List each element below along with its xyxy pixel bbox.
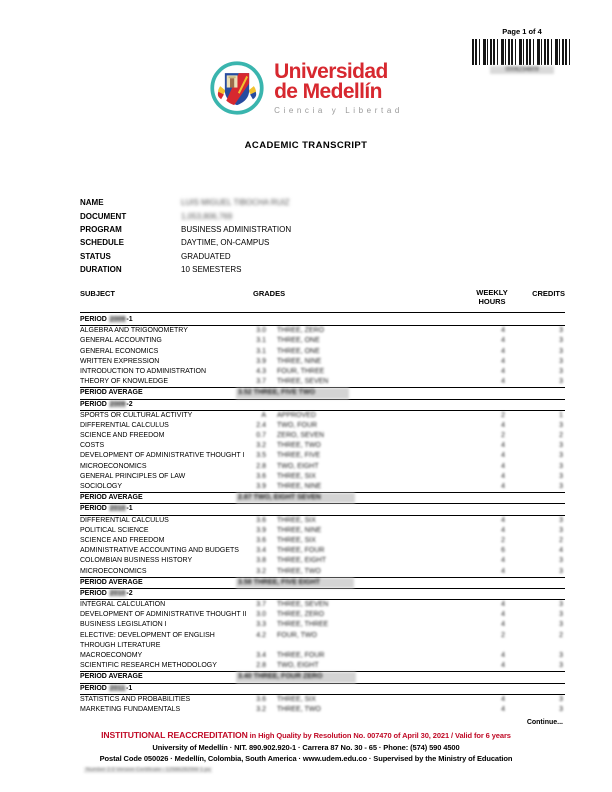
- grade-words: THREE, EIGHT: [277, 557, 327, 565]
- subject-row: [80, 441, 565, 451]
- period-year: 2011: [109, 684, 125, 692]
- period-term: -1: [125, 684, 133, 692]
- subject-row: [80, 472, 565, 482]
- period-name: [80, 315, 133, 325]
- credits: 3: [559, 483, 563, 490]
- column-header-credits: CREDITS: [532, 289, 565, 298]
- subject-name: COLOMBIAN BUSINESS HISTORY: [80, 557, 193, 565]
- subject-row: [80, 326, 565, 336]
- subject-name-line2: THROUGH LITERATURE: [80, 641, 161, 649]
- grade-words: FOUR, THREE: [277, 367, 325, 375]
- grade-number: 3.6: [256, 695, 266, 703]
- subject-row: [80, 421, 565, 431]
- subject-name: GENERAL ECONOMICS: [80, 347, 159, 355]
- grade-number: 3.1: [256, 347, 266, 355]
- university-name-line1: Universidad: [274, 60, 388, 83]
- grade-number: 3.5: [256, 452, 266, 460]
- weekly-hours: 6: [501, 547, 505, 555]
- weekly-hours: 4: [501, 567, 505, 575]
- subject-name: POLITICAL SCIENCE: [80, 526, 149, 534]
- grade-words: THREE, FIVE: [277, 452, 321, 460]
- subject-name: ALGEBRA AND TRIGONOMETRY: [80, 327, 188, 335]
- period-name: [80, 589, 133, 599]
- weekly-hours: 4: [501, 442, 505, 450]
- subject-row: [80, 695, 565, 705]
- grade-words: THREE, TWO: [277, 442, 321, 450]
- student-info-row: [80, 209, 291, 222]
- period-year: 2010: [109, 505, 126, 513]
- weekly-hours: 4: [501, 557, 505, 565]
- subject-row: [80, 462, 565, 472]
- weekly-hours: 4: [501, 526, 505, 534]
- subject-row: [80, 367, 565, 377]
- subject-row: [80, 705, 565, 715]
- subject-name: COSTS: [80, 442, 105, 450]
- period-average-value: 3.40 THREE, FOUR ZERO: [236, 672, 356, 682]
- student-info-label: DURATION: [80, 265, 122, 275]
- weekly-hours: 4: [501, 662, 505, 670]
- subject-row: [80, 336, 565, 346]
- subject-row: [80, 431, 565, 441]
- grade-words: THREE, THREE: [277, 621, 329, 629]
- credits: 3: [559, 611, 563, 619]
- grade-number: 3.0: [256, 327, 266, 335]
- period-header-row: [80, 589, 565, 600]
- grade-number: 3.4: [256, 652, 266, 659]
- subject-name: ADMINISTRATIVE ACCOUNTING AND BUDGETS: [80, 547, 239, 555]
- barcode-number: 0006234809: [490, 66, 554, 74]
- subject-name: GENERAL PRINCIPLES OF LAW: [80, 472, 186, 480]
- weekly-hours: 4: [501, 327, 505, 335]
- weekly-hours: 4: [501, 483, 505, 490]
- student-info-value: GRADUATED: [181, 251, 231, 261]
- subject-name: MACROECONOMY: [80, 652, 143, 659]
- credits: 3: [559, 705, 563, 713]
- grade-number: 3.6: [256, 516, 266, 524]
- grade-words: THREE, TWO: [277, 567, 321, 575]
- column-header-weekly-hours: WEEKLY HOURS: [476, 288, 508, 306]
- university-name: [274, 60, 403, 115]
- grade-words: THREE, SEVEN: [277, 378, 329, 386]
- subject-name: DIFFERENTIAL CALCULUS: [80, 421, 169, 429]
- credits: 3: [559, 442, 563, 450]
- credits: 3: [559, 337, 563, 345]
- subject-name: INTEGRAL CALCULATION: [80, 601, 166, 609]
- subject-row: [80, 451, 565, 461]
- student-info-label: SCHEDULE: [80, 238, 125, 248]
- weekly-hours: 4: [501, 516, 505, 524]
- weekly-hours: 4: [501, 472, 505, 480]
- credits: 3: [559, 567, 563, 575]
- period-label: PERIOD: [80, 505, 109, 513]
- subject-row: [80, 620, 565, 630]
- weekly-hours: 4: [501, 378, 505, 386]
- subject-name: DIFFERENTIAL CALCULUS: [80, 516, 169, 524]
- student-info-value: LUIS MIGUEL TIBOCHA RUIZ: [181, 198, 290, 208]
- footer-address-line2: Postal Code 050026 · Medellín, Colombia, South America · www.udem.edu.co · Supervised by the Ministry of Education: [99, 754, 513, 763]
- period-term: -1: [126, 505, 133, 513]
- credits: 3: [559, 327, 563, 335]
- grade-words: THREE, SIX: [277, 472, 316, 480]
- weekly-hours: 4: [501, 652, 505, 659]
- university-crest-icon: [209, 60, 265, 116]
- document-title: ACADEMIC TRANSCRIPT: [244, 140, 368, 151]
- student-info-label: STATUS: [80, 251, 111, 261]
- student-info-row: [80, 236, 291, 249]
- grade-number: 3.2: [256, 567, 266, 575]
- grade-words: THREE, NINE: [277, 526, 322, 534]
- grade-words: TWO, EIGHT: [277, 662, 319, 670]
- subject-name: WRITTEN EXPRESSION: [80, 357, 160, 365]
- subject-row: [80, 546, 565, 556]
- subject-row: [80, 526, 565, 536]
- weekly-hours: 4: [501, 695, 505, 703]
- period-average-label: PERIOD AVERAGE: [80, 578, 143, 586]
- period-label: PERIOD: [80, 589, 109, 597]
- subject-row: [80, 661, 565, 671]
- student-info-value: 10 SEMESTERS: [181, 265, 242, 275]
- period-year: 2009: [109, 316, 126, 323]
- subject-row: [80, 556, 565, 566]
- period-term: -2: [126, 589, 133, 597]
- footer-verification-code: Number 2.0 Version Certificate - 129862829W 1.ps: [86, 767, 211, 773]
- credits: 3: [559, 601, 563, 609]
- subject-row: [80, 357, 565, 367]
- weekly-hours: 4: [501, 621, 505, 629]
- period-header-row: [80, 504, 565, 515]
- subject-row: [80, 631, 565, 641]
- subject-name: ELECTIVE: DEVELOPMENT OF ENGLISH: [80, 631, 215, 639]
- student-info-value: DAYTIME, ON-CAMPUS: [181, 238, 270, 248]
- student-info-label: DOCUMENT: [80, 211, 127, 221]
- subject-name: STATISTICS AND PROBABILITIES: [80, 695, 191, 703]
- period-average-row: [80, 577, 565, 589]
- subject-row: [80, 600, 565, 610]
- university-logo: [0, 60, 612, 116]
- subject-name: SCIENTIFIC RESEARCH METHODOLOGY: [80, 662, 217, 670]
- weekly-hours: 2: [501, 631, 505, 639]
- student-info-row: [80, 250, 291, 263]
- university-tagline: Ciencia y Libertad: [274, 106, 403, 115]
- subject-row: [80, 567, 565, 577]
- grade-number: 2.4: [256, 421, 266, 429]
- period-average-value: 2.87 TWO, EIGHT SEVEN: [236, 493, 355, 503]
- grade-number: 4.2: [256, 631, 266, 639]
- university-name-line2: de Medellín: [274, 80, 382, 103]
- period-label: PERIOD: [80, 316, 109, 323]
- student-info-row: [80, 196, 291, 209]
- subject-row: [80, 411, 565, 421]
- period-average-value: 3.52 THREE, FIVE TWO: [236, 388, 349, 398]
- grade-number: 4.3: [256, 367, 266, 375]
- credits: 3: [559, 557, 563, 565]
- grade-number: 3.9: [256, 526, 266, 534]
- grade-number: 3.9: [256, 483, 266, 490]
- subject-name: SOCIOLOGY: [80, 483, 123, 490]
- subject-name: BUSINESS LEGISLATION I: [80, 621, 167, 629]
- period-year: 2009: [109, 400, 126, 408]
- credits: 3: [559, 347, 563, 355]
- student-info-value: BUSINESS ADMINISTRATION: [181, 224, 292, 234]
- accreditation-detail: in High Quality by Resolution No. 007470 of April 30, 2021 / Valid for 6 years: [247, 731, 511, 740]
- student-info-value: 1,053,806,769: [181, 211, 233, 221]
- subject-name: SCIENCE AND FREEDOM: [80, 432, 165, 440]
- period-header-row: [80, 400, 565, 411]
- grade-number: 3.1: [256, 337, 266, 345]
- grade-words: THREE, ONE: [277, 347, 320, 355]
- period-average-label: PERIOD AVERAGE: [80, 494, 143, 502]
- grade-number: 0.7: [256, 432, 266, 440]
- period-header-row: [80, 315, 565, 326]
- subject-row-continuation: [80, 641, 565, 651]
- credits: 3: [559, 516, 563, 524]
- weekly-hours: 4: [501, 347, 505, 355]
- subject-row: [80, 651, 565, 661]
- credits: 3: [559, 621, 563, 629]
- student-info-label: NAME: [80, 198, 104, 208]
- period-name: [80, 504, 133, 514]
- grade-number: 3.3: [256, 621, 266, 629]
- subject-name: GENERAL ACCOUNTING: [80, 337, 162, 345]
- period-average-label: PERIOD AVERAGE: [80, 389, 143, 397]
- grades-table: [80, 288, 565, 715]
- grade-number: 3.4: [256, 547, 266, 555]
- weekly-hours: 4: [501, 462, 505, 470]
- grade-number: 3.6: [256, 536, 266, 544]
- weekly-hours: 2: [501, 411, 505, 419]
- student-info-row: [80, 263, 291, 276]
- credits: 1: [559, 411, 563, 419]
- period-average-row: [80, 492, 565, 504]
- credits: 3: [559, 652, 563, 659]
- period-average-row: [80, 671, 565, 683]
- grade-words: THREE, SIX: [277, 536, 316, 544]
- footer-address-line1: University of Medellín · NIT. 890.902.920-1 · Carrera 87 No. 30 - 65 · Phone: (574) 590 4500: [152, 743, 460, 752]
- weekly-hours: 4: [501, 452, 505, 460]
- grade-words: THREE, NINE: [277, 483, 322, 490]
- period-label: PERIOD: [80, 400, 109, 408]
- accreditation-title: INSTITUTIONAL REACCREDITATION: [101, 730, 248, 740]
- period-term: -1: [126, 316, 133, 323]
- subject-row: [80, 610, 565, 620]
- period-average-label: PERIOD AVERAGE: [80, 673, 143, 681]
- period-name: [80, 400, 133, 410]
- grade-words: ZERO, SEVEN: [277, 432, 325, 440]
- grade-words: THREE, ZERO: [277, 327, 325, 335]
- subject-name: MARKETING FUNDAMENTALS: [80, 705, 181, 713]
- period-average-value: 3.58 THREE, FIVE EIGHT: [236, 578, 354, 588]
- grade-number: 3.7: [256, 601, 266, 609]
- credits: 3: [559, 378, 563, 386]
- credits: 3: [559, 452, 563, 460]
- weekly-hours: 4: [501, 337, 505, 345]
- grade-number: 3.2: [256, 705, 266, 713]
- grade-words: THREE, SIX: [277, 695, 316, 703]
- subject-row: [80, 516, 565, 526]
- grade-words: THREE, FOUR: [277, 547, 325, 555]
- subject-name: DEVELOPMENT OF ADMINISTRATIVE THOUGHT I: [80, 452, 245, 460]
- grade-words: THREE, ONE: [277, 337, 320, 345]
- student-info-row: [80, 223, 291, 236]
- grade-number: 3.9: [256, 357, 266, 365]
- weekly-hours: 4: [501, 367, 505, 375]
- column-header-grades: GRADES: [253, 289, 286, 298]
- credits: 2: [559, 631, 563, 639]
- grade-words: FOUR, TWO: [277, 631, 317, 639]
- grade-number: 3.2: [256, 442, 266, 450]
- grade-number: 2.8: [256, 462, 266, 470]
- period-label: PERIOD: [80, 684, 109, 692]
- grade-words: THREE, FOUR: [277, 652, 325, 659]
- weekly-hours: 4: [501, 611, 505, 619]
- period-term: -2: [126, 400, 133, 408]
- grade-words: TWO, EIGHT: [277, 462, 319, 470]
- continue-note: Continue...: [526, 719, 563, 726]
- subject-name: MICROECONOMICS: [80, 462, 147, 470]
- subject-name: MICROECONOMICS: [80, 567, 147, 575]
- period-name: [80, 684, 132, 694]
- weekly-hours: 4: [501, 357, 505, 365]
- credits: 3: [559, 695, 563, 703]
- credits: 3: [559, 472, 563, 480]
- grade-words: TWO, FOUR: [277, 421, 318, 429]
- subject-row: [80, 347, 565, 357]
- credits: 2: [559, 432, 563, 440]
- student-info-label: PROGRAM: [80, 224, 122, 234]
- credits: 3: [559, 367, 563, 375]
- student-info-block: [80, 196, 291, 276]
- period-average-row: [80, 387, 565, 399]
- period-year: 2010: [109, 589, 126, 597]
- grade-words: THREE, SIX: [277, 516, 316, 524]
- credits: 3: [559, 421, 563, 429]
- subject-name: SCIENCE AND FREEDOM: [80, 536, 165, 544]
- grade-words: THREE, NINE: [277, 357, 322, 365]
- weekly-hours: 4: [501, 601, 505, 609]
- grade-words: THREE, ZERO: [277, 611, 325, 619]
- weekly-hours: 4: [501, 705, 505, 713]
- grade-words: THREE, SEVEN: [277, 601, 329, 609]
- subject-row: [80, 536, 565, 546]
- grade-number: 2.8: [256, 662, 266, 670]
- credits: 3: [559, 526, 563, 534]
- subject-name: DEVELOPMENT OF ADMINISTRATIVE THOUGHT II: [80, 611, 247, 619]
- credits: 3: [559, 357, 563, 365]
- weekly-hours: 2: [501, 536, 505, 544]
- credits: 4: [559, 547, 563, 555]
- table-body: [80, 313, 565, 715]
- table-header-row: [80, 288, 565, 313]
- subject-row: [80, 377, 565, 387]
- grade-number: 3.8: [256, 557, 266, 565]
- subject-name: THEORY OF KNOWLEDGE: [80, 378, 169, 386]
- credits: 2: [559, 536, 563, 544]
- column-header-subject: SUBJECT: [80, 289, 116, 298]
- accreditation-line: [0, 730, 612, 740]
- period-header-row: [80, 684, 565, 695]
- grade-number: 3.6: [256, 472, 266, 480]
- subject-name: INTRODUCTION TO ADMINISTRATION: [80, 367, 207, 375]
- grade-number: A: [261, 411, 266, 419]
- weekly-hours: 4: [501, 421, 505, 429]
- grade-words: THREE, TWO: [277, 705, 321, 713]
- grade-number: 3.0: [256, 611, 266, 619]
- credits: 3: [559, 462, 563, 470]
- page-number: Page 1 of 4: [502, 27, 542, 36]
- subject-row: [80, 482, 565, 492]
- grade-words: APPROVED: [277, 411, 316, 419]
- grade-number: 3.7: [256, 378, 266, 386]
- subject-name: SPORTS OR CULTURAL ACTIVITY: [80, 411, 193, 419]
- credits: 3: [559, 662, 563, 670]
- weekly-hours: 2: [501, 432, 505, 440]
